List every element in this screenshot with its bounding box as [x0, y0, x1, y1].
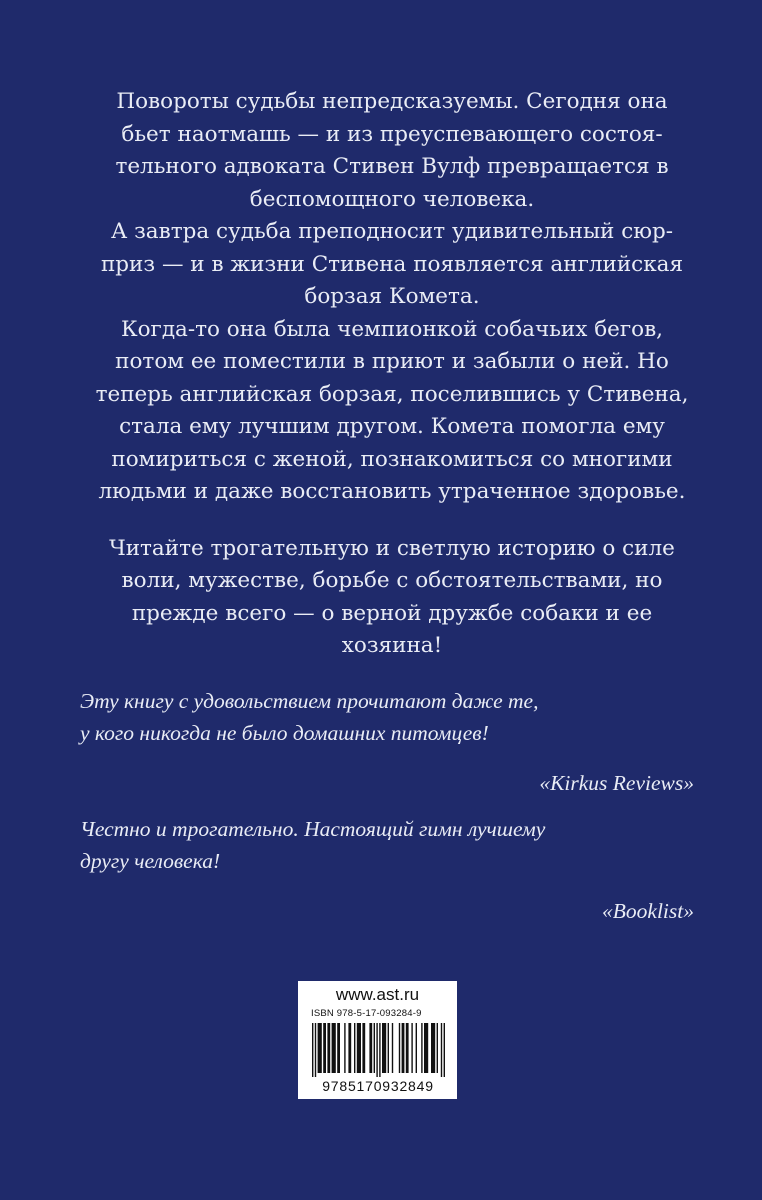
barcode-bar [416, 1023, 417, 1073]
barcode-bar [388, 1023, 389, 1073]
description-paragraph: Когда-то она была чемпионкой собачьих бегов, потом ее поместили в приют и забыли о ней. Но теперь английская борзая, поселившись у Стивена, стала ему лучшим другом. Комета помогла ему помириться с женой, познакомиться со многими людьми и даже восстановить утраченное здоровье. [95, 316, 689, 504]
barcode-bar [369, 1023, 372, 1073]
barcode-bar [327, 1023, 330, 1073]
barcode-bar [312, 1023, 313, 1077]
barcode-bar [402, 1023, 405, 1073]
barcode-bar [344, 1023, 345, 1073]
review-quotes [80, 685, 694, 941]
barcode-bar [374, 1023, 375, 1073]
barcode-bar [424, 1023, 428, 1073]
publisher-url: www.ast.ru [335, 985, 420, 1004]
barcode-bar [354, 1023, 355, 1073]
description-closing: Читайте трогательную и светлую историю о силе воли, мужестве, борьбе с обстоятельствами, но прежде всего — о верной дружбе собаки и ее хозяина! [109, 535, 675, 658]
barcode-bar [323, 1023, 326, 1073]
barcode-bar [406, 1023, 409, 1073]
review-quote: Эту книгу с удовольствием прочитают даже те, у кого никогда не было домашних питомцев! [80, 689, 539, 745]
barcode-label [298, 981, 457, 1099]
barcode-bars [310, 1023, 446, 1077]
description-paragraph: Повороты судьбы непредсказуемы. Сегодня она бьет наотмашь — и из преуспевающего состоя- тельного адвоката Стивен Вулф превращается в беспомощного человека. [115, 89, 669, 212]
barcode-bar [421, 1023, 422, 1073]
review-source: «Booklist» [602, 899, 694, 923]
barcode-bar [337, 1023, 340, 1073]
barcode-bar [362, 1023, 365, 1073]
ean-digits: 9785170932849 [322, 1078, 434, 1094]
barcode-bar [379, 1023, 380, 1077]
barcode-bar [431, 1023, 435, 1073]
barcode-bar [444, 1023, 445, 1077]
barcode-bar [318, 1023, 322, 1073]
barcode-bar [357, 1023, 361, 1073]
barcode-bar [376, 1023, 377, 1077]
isbn-text: ISBN 978-5-17-093284-9 [311, 1008, 422, 1019]
barcode-bar [382, 1023, 386, 1073]
description-paragraph: А завтра судьба преподносит удивительный сюр- приз — и в жизни Стивена появляется английская борзая Комета. [100, 219, 684, 309]
barcode-bar [332, 1023, 336, 1073]
barcode-bar [348, 1023, 351, 1073]
review-source: «Kirkus Reviews» [539, 771, 694, 795]
barcode-bar [315, 1023, 316, 1077]
barcode-bar [411, 1023, 412, 1073]
barcode-bar [441, 1023, 442, 1077]
book-description [80, 86, 704, 663]
barcode-bar [399, 1023, 400, 1073]
barcode-bar [437, 1023, 438, 1073]
review-quote: Честно и трогательно. Настоящий гимн лучшему другу человека! [80, 817, 546, 873]
barcode-bar [392, 1023, 393, 1073]
